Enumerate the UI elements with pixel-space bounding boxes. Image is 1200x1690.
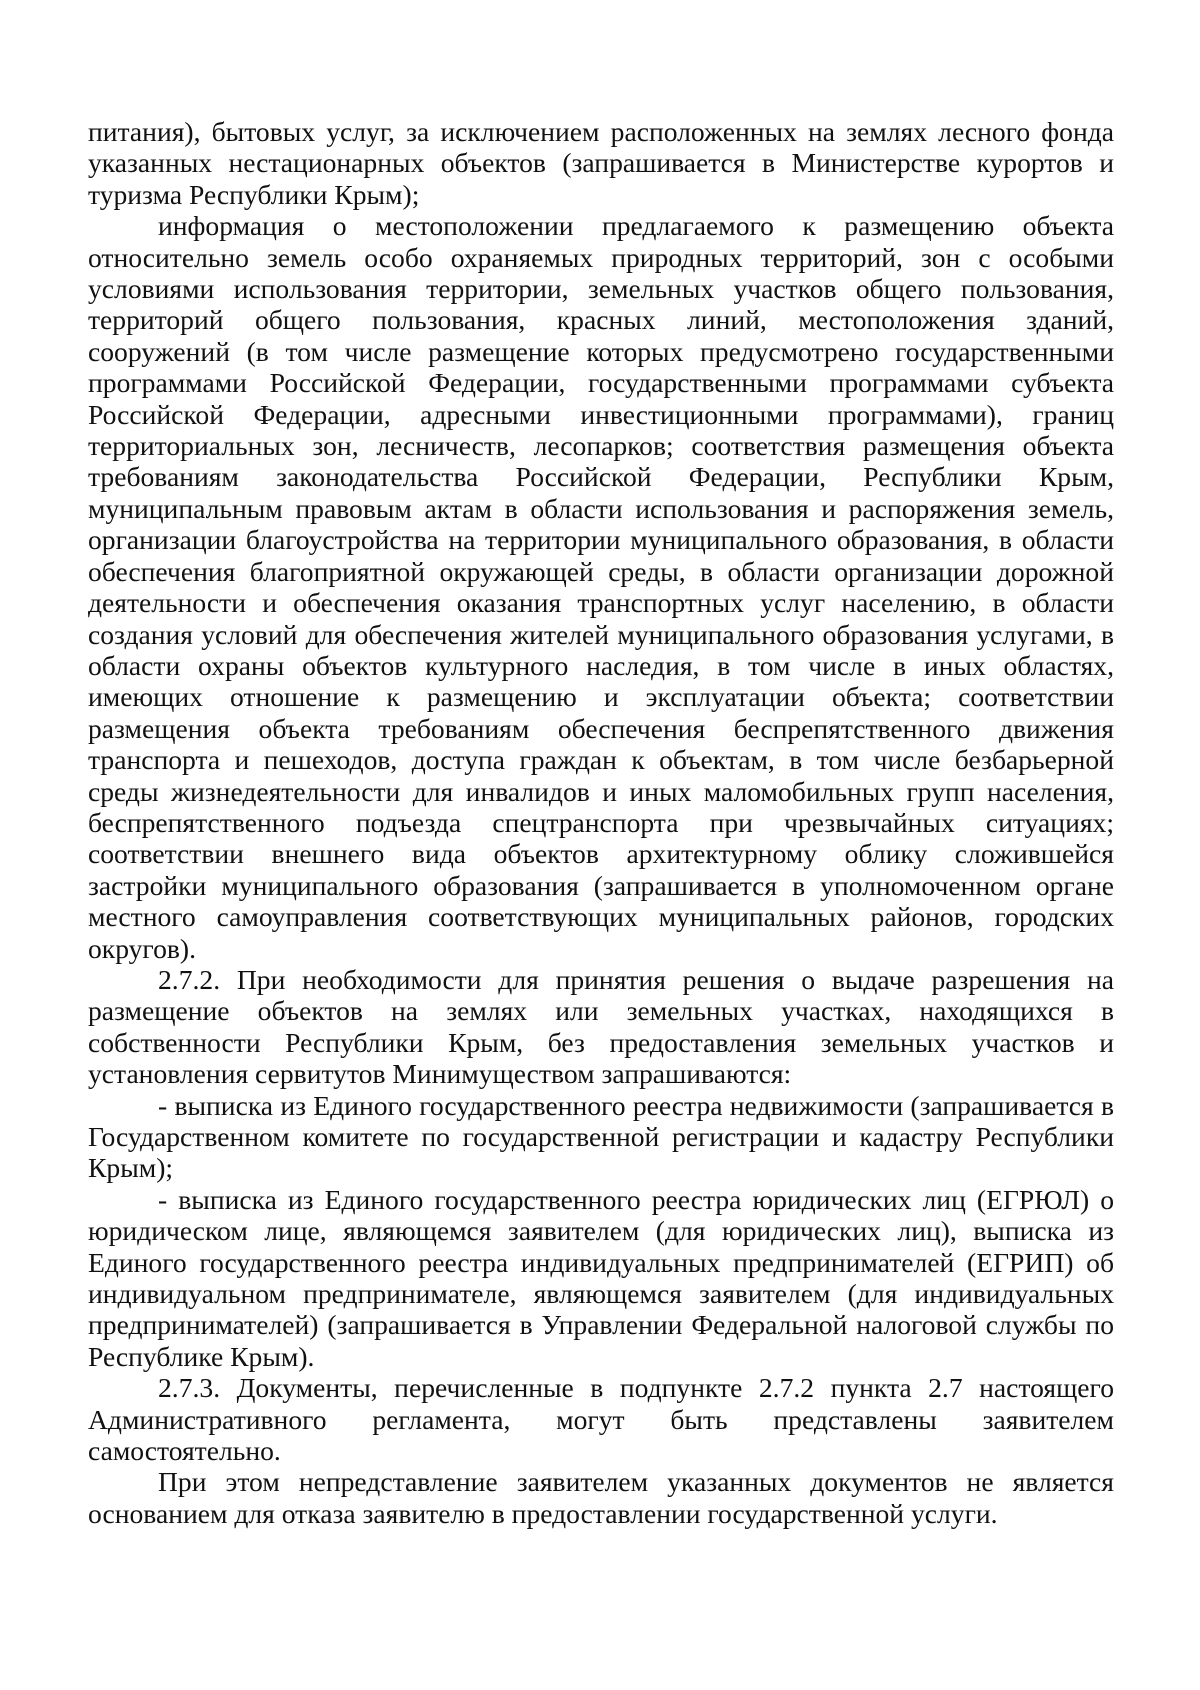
paragraph-continuation: питания), бытовых услуг, за исключением расположенных на землях лесного фонда указанных нестационарных объектов (запрашивается в Министерстве курортов и туризма Республики Крым); <box>88 116 1114 210</box>
document-page <box>88 116 1114 1529</box>
paragraph-2-7-2: 2.7.2. При необходимости для принятия решения о выдаче разрешения на размещение объектов на землях или земельных участках, находящихся в собственности Республики Крым, без предоставления земельных участков и установления сервитутов Минимуществом запрашиваются: <box>88 963 1114 1090</box>
paragraph-egrul-egrip-extract: - выписка из Единого государственного реестра юридических лиц (ЕГРЮЛ) о юридическом лице, являющемся заявителем (для юридических лиц), выписка из Единого государственного реестра индивидуальных предпринимателей (ЕГРИП) об индивидуальном предпринимателе, являющемся заявителем (для индивидуальных предпринимателей) (запрашивается в Управлении Федеральной налоговой службы по Республике Крым). <box>88 1183 1114 1372</box>
paragraph-location-info: информация о местоположении предлагаемого к размещению объекта относительно земель особо охраняемых природных территорий, зон с особыми условиями использования территории, земельных участков общего пользования, территорий общего пользования, красных линий, местоположения зданий, сооружений (в том числе размещение которых предусмотрено государственными программами Российской Федерации, государственными программами субъекта Российской Федерации, адресными инвестиционными программами), границ территориальных зон, лесничеств, лесопарков; соответствия размещения объекта требованиям законодательства Российской Федерации, Республики Крым, муниципальным правовым актам в области использования и распоряжения земель, организации благоустройства на территории муниципального образования, в области обеспечения благоприятной окружающей среды, в области организации дорожной деятельности и обеспечения оказания транспортных услуг населению, в области создания условий для обеспечения жителей муниципального образования услугами, в области охраны объектов культурного наследия, в том числе в иных областях, имеющих отношение к размещению и эксплуатации объекта; соответствии размещения объекта требованиям обеспечения беспрепятственного движения транспорта и пешеходов, доступа граждан к объектам, в том числе безбарьерной среды жизнедеятельности для инвалидов и иных маломобильных групп населения, беспрепятственного подъезда спецтранспорта при чрезвычайных ситуациях; соответствии внешнего вида объектов архитектурному облику сложившейся застройки муниципального образования (запрашивается в уполномоченном органе местного самоуправления соответствующих муниципальных районов, городских округов). <box>88 210 1114 964</box>
paragraph-egrn-extract: - выписка из Единого государственного реестра недвижимости (запрашивается в Государственном комитете по государственной регистрации и кадастру Республики Крым); <box>88 1089 1114 1184</box>
paragraph-non-submission: При этом непредставление заявителем указанных документов не является основанием для отказа заявителю в предоставлении государственной услуги. <box>88 1466 1114 1529</box>
paragraph-2-7-3: 2.7.3. Документы, перечисленные в подпункте 2.7.2 пункта 2.7 настоящего Административного регламента, могут быть представлены заявителем самостоятельно. <box>88 1372 1114 1467</box>
